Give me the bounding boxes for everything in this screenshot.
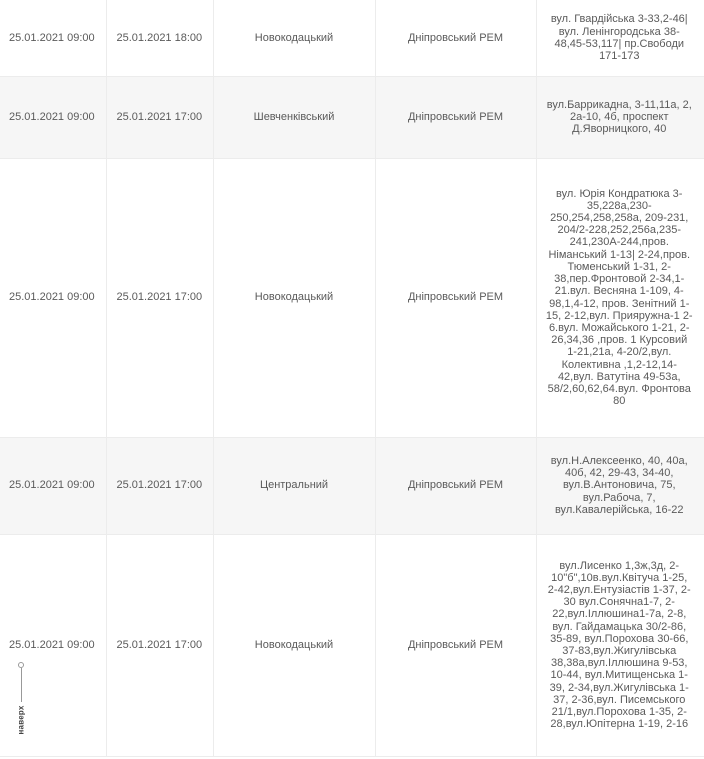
district-cell: Новокодацький [213,534,375,756]
street-line: 6.вул. Можайського 1-21, 2- [548,321,690,334]
streets-cell [536,76,704,158]
street-line: Німанський 1-13| 2-24,пров. [548,248,691,261]
street-line: вул.Баррикадна, 3-11,11а, 2, [546,98,692,111]
street-line: 39, 2-34,вул.Жигулівська 1- [549,681,689,694]
street-line: 37, 2-36,вул. Писемського [553,693,686,706]
start-time-cell: 25.01.2021 09:00 [0,158,106,437]
streets-cell [536,534,704,756]
street-line: вул.В.Антоновича, 75, [562,479,676,492]
street-line: 28,вул.Юпітерна 1-19, 2-16 [550,718,689,731]
start-time-cell: 25.01.2021 09:00 [0,534,106,756]
street-line: 30 вул.Сонячна1-7, 2- [563,596,675,609]
street-line: 15, 2-12,вул. Прияружна-1 2- [545,309,693,322]
vertical-line-icon [21,668,22,702]
end-time-cell: 25.01.2021 17:00 [106,158,213,437]
street-line: вул.Рабоча, 7, [582,491,656,504]
street-line: 38,38а,вул.Іллюшина 9-53, [551,657,688,670]
street-line: вул. Гвардійська 3-33,2-46| [550,13,688,26]
street-line: вул.Кавалерійська, 16-22 [554,503,684,516]
street-line: 48,45-53,117| пр.Свободи [554,37,685,50]
street-line: 21.вул. Весняна 1-109, 4- [554,285,684,298]
street-line: 35-89, вул.Порохова 30-66, [550,632,689,645]
street-line: 21/1,вул.Порохова 1-35, 2- [551,706,687,719]
district-cell: Новокодацький [213,158,375,437]
street-line: Д.Яворницкого, 40 [572,123,667,136]
street-line: 40б, 42, 29-43, 34-40, [565,467,674,480]
street-line: 1-21,21а, 4-20/2,вул. [567,346,672,359]
street-line: 2а-10, 4б, проспект [569,110,669,123]
district-cell: Новокодацький [213,0,375,76]
rem-cell: Дніпровський РЕМ [375,158,536,437]
start-time-cell: 25.01.2021 09:00 [0,437,106,534]
street-line: 250,254,258,258а, 209-231, [550,212,689,225]
district-cell: Центральний [213,437,375,534]
table-row [0,0,704,76]
street-line: 22,вул.Іллюшина1-7а, 2-8, [552,608,687,621]
street-line: 171-173 [599,49,640,62]
street-line: 10-44, вул.Митищенська 1- [550,669,688,682]
district-cell: Шевченківський [213,76,375,158]
street-line: 204/2-228,252,256а,235- [557,224,682,237]
street-line: вул. Гайдамацька 30/2-86, [552,620,687,633]
street-line: 10"б",10в.вул.Квітуча 1-25, [551,571,688,584]
street-line: 2-42,вул.Ентузіастів 1-37, 2- [547,583,691,596]
start-time-cell: 25.01.2021 09:00 [0,0,106,76]
street-line: вул. Ленінгородська 38- [558,25,680,38]
table-row [0,437,704,534]
end-time-cell: 25.01.2021 18:00 [106,0,213,76]
streets-cell [536,158,704,437]
end-time-cell: 25.01.2021 17:00 [106,76,213,158]
street-line: 58/2,60,62,64.вул. Фронтова [547,382,691,395]
streets-cell [536,437,704,534]
end-time-cell: 25.01.2021 17:00 [106,534,213,756]
end-time-cell: 25.01.2021 17:00 [106,437,213,534]
back-to-top-label: наверх [16,705,26,735]
rem-cell: Дніпровський РЕМ [375,534,536,756]
back-to-top-link[interactable] [10,662,30,738]
street-line: вул.Лисенко 1,3ж,3д, 2- [559,559,680,572]
street-line: 35,228а,230- [586,199,652,212]
table-row [0,76,704,158]
rem-cell: Дніпровський РЕМ [375,437,536,534]
street-line: 37-83,вул.Жигулівська [562,645,677,657]
streets-cell [536,0,704,76]
rem-cell: Дніпровський РЕМ [375,76,536,158]
street-line: вул.Н.Алексеенко, 40, 40а, [550,454,688,467]
street-line: вул. Юрія Кондратюка 3- [556,187,683,200]
street-line: Колективна ,1,2-12,14- [561,358,677,371]
street-line: 80 [613,395,626,408]
street-line: 98,1,4-12, пров. Зенітний 1- [549,297,690,310]
table-row [0,158,704,437]
street-line: 241,230А-244,пров. [569,236,669,249]
street-line: Тюменський 1-31, 2- [567,260,671,273]
street-line: 42,вул. Ватутіна 49-53а, [557,370,681,383]
street-line: 26,34,36 ,пров. 1 Курсовий [551,334,688,347]
street-line: 38,пер.Фронтовой 2-34,1- [554,273,685,286]
rem-cell: Дніпровський РЕМ [375,0,536,76]
start-time-cell: 25.01.2021 09:00 [0,76,106,158]
table-row [0,534,704,756]
